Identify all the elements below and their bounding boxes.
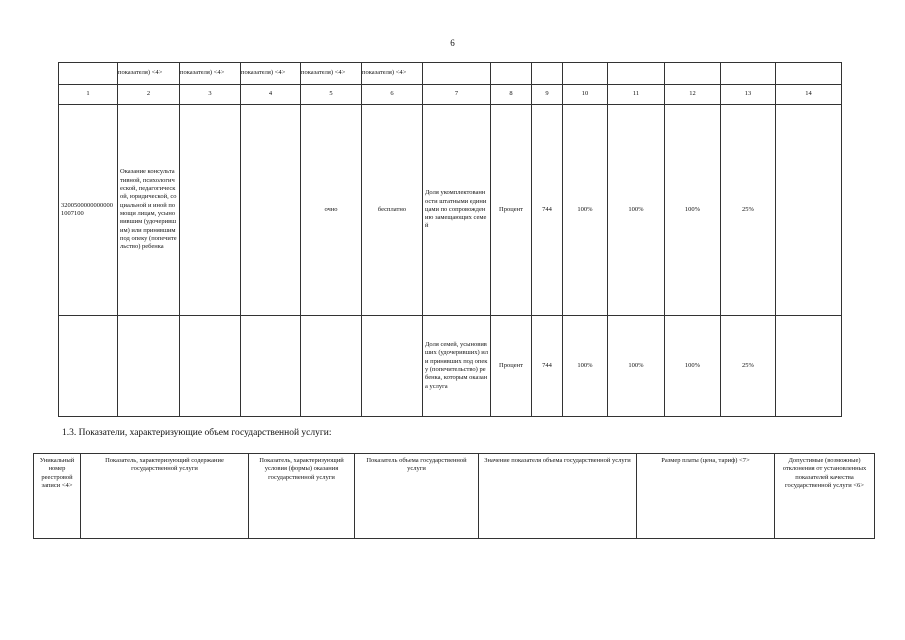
col-number: 3 bbox=[180, 85, 241, 105]
header-volume-indicator: Показатель объема государственной услуги bbox=[355, 454, 479, 539]
header-allowed-deviations: Допустимые (возможные) отклонения от установленных показателей качества государственной услуги <6> bbox=[775, 454, 875, 539]
col-number: 10 bbox=[563, 85, 608, 105]
service-name: Оказание консультативной, психологической, педагогической, юридической, социальной и иной помощи лицам, усыновившим (удочерившим) или принявшим под опеку (попечительство) ребенка bbox=[118, 105, 180, 316]
value-col-14 bbox=[776, 316, 842, 417]
value-col-13: 25% bbox=[721, 105, 776, 316]
header-cell-13 bbox=[721, 63, 776, 85]
indicator-name: Доля семей, усыновивших (удочеривших) или принявших под опеку (попечительство) ребенка, которым оказана услуга bbox=[423, 316, 491, 417]
payment-type: бесплатно bbox=[362, 105, 423, 316]
column-number-row bbox=[59, 85, 842, 105]
okei-code: 744 bbox=[532, 316, 563, 417]
header-cell-1 bbox=[59, 63, 118, 85]
header-cell-10 bbox=[563, 63, 608, 85]
header-row bbox=[59, 63, 842, 85]
value-col-10: 100% bbox=[563, 316, 608, 417]
quality-indicators-table bbox=[58, 62, 842, 417]
indicator-name: Доля укомплектованности штатными единицами по сопровождению замещающих семей bbox=[423, 105, 491, 316]
value-col-12: 100% bbox=[665, 105, 721, 316]
value-col-11: 100% bbox=[608, 105, 665, 316]
col-number: 14 bbox=[776, 85, 842, 105]
payment-type bbox=[362, 316, 423, 417]
col-number: 2 bbox=[118, 85, 180, 105]
unit-name: Процент bbox=[491, 105, 532, 316]
section-title: 1.3. Показатели, характеризующие объем государственной услуги: bbox=[62, 428, 332, 438]
registry-code bbox=[59, 316, 118, 417]
header-fee-size: Размер платы (цена, тариф) <7> bbox=[637, 454, 775, 539]
header-cell-11 bbox=[608, 63, 665, 85]
table-row bbox=[59, 316, 842, 417]
header-cell-8 bbox=[491, 63, 532, 85]
page-number: 6 bbox=[450, 38, 455, 48]
header-cell-14 bbox=[776, 63, 842, 85]
col-number: 5 bbox=[301, 85, 362, 105]
value-col-12: 100% bbox=[665, 316, 721, 417]
header-volume-value: Значение показателя объема государственной услуги bbox=[479, 454, 637, 539]
header-cell-7 bbox=[423, 63, 491, 85]
col-number: 8 bbox=[491, 85, 532, 105]
empty-cell bbox=[241, 105, 301, 316]
col-number: 4 bbox=[241, 85, 301, 105]
unit-name: Процент bbox=[491, 316, 532, 417]
header-cell-5: показателя) <4> bbox=[301, 63, 362, 85]
empty-cell bbox=[241, 316, 301, 417]
okei-code: 744 bbox=[532, 105, 563, 316]
service-form: очно bbox=[301, 105, 362, 316]
header-cell-9 bbox=[532, 63, 563, 85]
table-row bbox=[59, 105, 842, 316]
empty-cell bbox=[180, 316, 241, 417]
col-number: 12 bbox=[665, 85, 721, 105]
service-name bbox=[118, 316, 180, 417]
col-number: 9 bbox=[532, 85, 563, 105]
header-registry-number: Уникальный номер реестровой записи <4> bbox=[34, 454, 81, 539]
col-number: 7 bbox=[423, 85, 491, 105]
header-content-indicator: Показатель, характеризующий содержание государственной услуги bbox=[81, 454, 249, 539]
header-cell-4: показателя) <4> bbox=[241, 63, 301, 85]
header-cell-12 bbox=[665, 63, 721, 85]
header-conditions-indicator: Показатель, характеризующий условия (формы) оказания государственной услуги bbox=[249, 454, 355, 539]
value-col-13: 25% bbox=[721, 316, 776, 417]
header-cell-6: показателя) <4> bbox=[362, 63, 423, 85]
empty-cell bbox=[180, 105, 241, 316]
value-col-10: 100% bbox=[563, 105, 608, 316]
service-form bbox=[301, 316, 362, 417]
header-row bbox=[34, 454, 875, 539]
col-number: 13 bbox=[721, 85, 776, 105]
col-number: 6 bbox=[362, 85, 423, 105]
col-number: 1 bbox=[59, 85, 118, 105]
header-cell-3: показателя) <4> bbox=[180, 63, 241, 85]
volume-indicators-table bbox=[33, 453, 875, 539]
header-cell-2: показателя) <4> bbox=[118, 63, 180, 85]
col-number: 11 bbox=[608, 85, 665, 105]
value-col-11: 100% bbox=[608, 316, 665, 417]
value-col-14 bbox=[776, 105, 842, 316]
registry-code: 32005000000000001007100 bbox=[59, 105, 118, 316]
